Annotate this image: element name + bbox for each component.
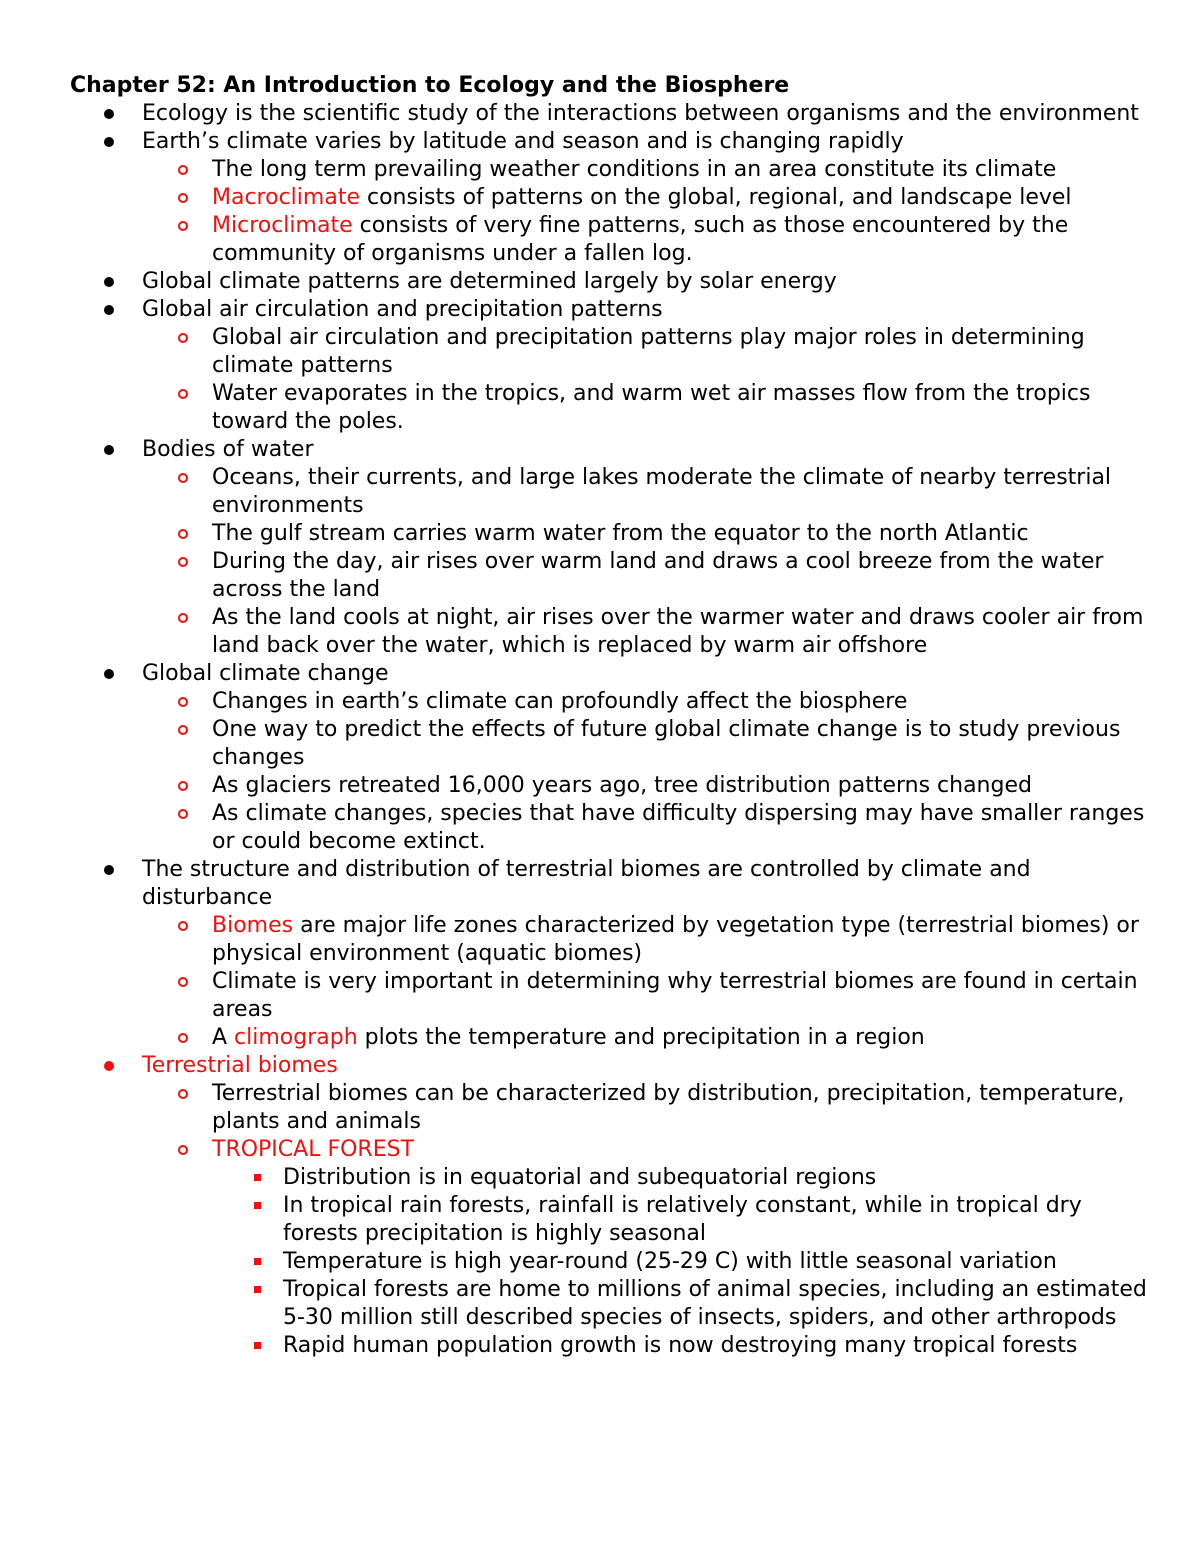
item-text: Global climate change — [142, 661, 389, 686]
key-term: Macroclimate — [212, 185, 360, 210]
bullet-disc-icon — [104, 137, 114, 147]
outline-item — [70, 912, 1150, 968]
outline-item — [70, 380, 1150, 436]
bullet-disc-icon — [104, 865, 114, 875]
outline-item — [70, 1248, 1150, 1276]
outline-item — [70, 1136, 1150, 1164]
bullet-circle-icon — [178, 221, 188, 231]
outline-item — [70, 1080, 1150, 1136]
item-text: Tropical forests are home to millions of animal species, including an estimated 5-30 million still described species of insects, spiders, and other arthropods — [283, 1277, 1147, 1330]
bullet-square-icon — [254, 1342, 261, 1349]
item-text: The structure and distribution of terrestrial biomes are controlled by climate and disturbance — [142, 857, 1031, 910]
outline-item — [70, 1192, 1150, 1248]
item-text: Oceans, their currents, and large lakes moderate the climate of nearby terrestrial environments — [212, 465, 1112, 518]
outline-item — [70, 1332, 1150, 1360]
outline-item — [70, 184, 1150, 212]
item-text: Global climate patterns are determined largely by solar energy — [142, 269, 837, 294]
item-text: The gulf stream carries warm water from the equator to the north Atlantic — [212, 521, 1029, 546]
bullet-circle-icon — [178, 1033, 188, 1043]
outline-item — [70, 968, 1150, 1024]
item-text: Climate is very important in determining why terrestrial biomes are found in certain areas — [212, 969, 1138, 1022]
key-term: Biomes — [212, 913, 294, 938]
item-text: Terrestrial biomes can be characterized by distribution, precipitation, temperature, plants and animals — [212, 1081, 1125, 1134]
outline-item — [70, 464, 1150, 520]
outline-item — [70, 296, 1150, 324]
key-term: Terrestrial biomes — [142, 1053, 338, 1078]
outline-item — [70, 856, 1150, 912]
item-text: Water evaporates in the tropics, and warm wet air masses flow from the tropics toward the poles. — [212, 381, 1091, 434]
bullet-circle-icon — [178, 557, 188, 567]
bullet-disc-icon — [104, 277, 114, 287]
item-text: Distribution is in equatorial and subequatorial regions — [283, 1165, 877, 1190]
outline-item — [70, 660, 1150, 688]
bullet-circle-icon — [178, 809, 188, 819]
bullet-disc-icon — [104, 669, 114, 679]
bullet-square-icon — [254, 1258, 261, 1265]
item-text: consists of patterns on the global, regional, and landscape level — [359, 185, 1072, 210]
item-text: As climate changes, species that have difficulty dispersing may have smaller ranges or could become extinct. — [212, 801, 1145, 854]
bullet-circle-icon — [178, 697, 188, 707]
outline-item — [70, 772, 1150, 800]
outline-item — [70, 688, 1150, 716]
bullet-circle-icon — [178, 781, 188, 791]
outline-item — [70, 156, 1150, 184]
item-text: plots the temperature and precipitation in a region — [357, 1025, 925, 1050]
bullet-disc-icon — [104, 445, 114, 455]
key-term: climograph — [234, 1025, 358, 1050]
page-title: Chapter 52: An Introduction to Ecology and the Biosphere — [70, 73, 790, 98]
outline-item — [70, 1052, 1150, 1080]
bullet-disc-icon — [104, 305, 114, 315]
outline-item — [70, 212, 1150, 268]
bullet-disc-icon — [104, 109, 114, 119]
bullet-circle-icon — [178, 165, 188, 175]
item-text: During the day, air rises over warm land and draws a cool breeze from the water across the land — [212, 549, 1104, 602]
bullet-circle-icon — [178, 1089, 188, 1099]
bullet-circle-icon — [178, 613, 188, 623]
bullet-circle-icon — [178, 921, 188, 931]
key-term: TROPICAL FOREST — [212, 1137, 415, 1162]
bullet-circle-icon — [178, 389, 188, 399]
outline-item — [70, 548, 1150, 604]
bullet-circle-icon — [178, 193, 188, 203]
outline-item — [70, 1276, 1150, 1332]
outline-item — [70, 1024, 1150, 1052]
item-text: Bodies of water — [142, 437, 314, 462]
bullet-circle-icon — [178, 1145, 188, 1155]
item-text: One way to predict the effects of future global climate change is to study previous changes — [212, 717, 1121, 770]
outline-item — [70, 324, 1150, 380]
bullet-square-icon — [254, 1286, 261, 1293]
outline-item — [70, 800, 1150, 856]
item-text: Ecology is the scientific study of the interactions between organisms and the environment — [142, 101, 1139, 126]
item-text: In tropical rain forests, rainfall is relatively constant, while in tropical dry forests precipitation is highly seasonal — [283, 1193, 1082, 1246]
bullet-circle-icon — [178, 333, 188, 343]
item-prefix: A — [212, 1025, 235, 1050]
outline-item — [70, 100, 1150, 128]
item-text: consists of very fine patterns, such as those encountered by the community of organisms under a fallen log. — [212, 213, 1069, 266]
bullet-circle-icon — [178, 529, 188, 539]
item-text: are major life zones characterized by vegetation type (terrestrial biomes) or physical environment (aquatic biomes) — [212, 913, 1139, 966]
outline-list — [70, 100, 1150, 1360]
bullet-circle-icon — [178, 977, 188, 987]
document-page — [70, 72, 1150, 1360]
bullet-square-icon — [254, 1202, 261, 1209]
item-text: Rapid human population growth is now destroying many tropical forests — [283, 1333, 1078, 1358]
item-text: Changes in earth’s climate can profoundly affect the biosphere — [212, 689, 908, 714]
item-text: As glaciers retreated 16,000 years ago, tree distribution patterns changed — [212, 773, 1032, 798]
bullet-circle-icon — [178, 725, 188, 735]
bullet-disc-icon — [104, 1061, 114, 1071]
key-term: Microclimate — [212, 213, 353, 238]
outline-item — [70, 128, 1150, 156]
item-text: Earth’s climate varies by latitude and season and is changing rapidly — [142, 129, 904, 154]
outline-item — [70, 604, 1150, 660]
bullet-circle-icon — [178, 473, 188, 483]
item-text: As the land cools at night, air rises over the warmer water and draws cooler air from land back over the water, which is replaced by warm air offshore — [212, 605, 1144, 658]
item-text: Global air circulation and precipitation patterns play major roles in determining climate patterns — [212, 325, 1085, 378]
outline-item — [70, 268, 1150, 296]
outline-item — [70, 520, 1150, 548]
item-text: Global air circulation and precipitation patterns — [142, 297, 663, 322]
outline-item — [70, 1164, 1150, 1192]
bullet-square-icon — [254, 1174, 261, 1181]
outline-item — [70, 716, 1150, 772]
outline-item — [70, 436, 1150, 464]
item-text: Temperature is high year-round (25-29 C) with little seasonal variation — [283, 1249, 1057, 1274]
item-text: The long term prevailing weather conditions in an area constitute its climate — [212, 157, 1057, 182]
